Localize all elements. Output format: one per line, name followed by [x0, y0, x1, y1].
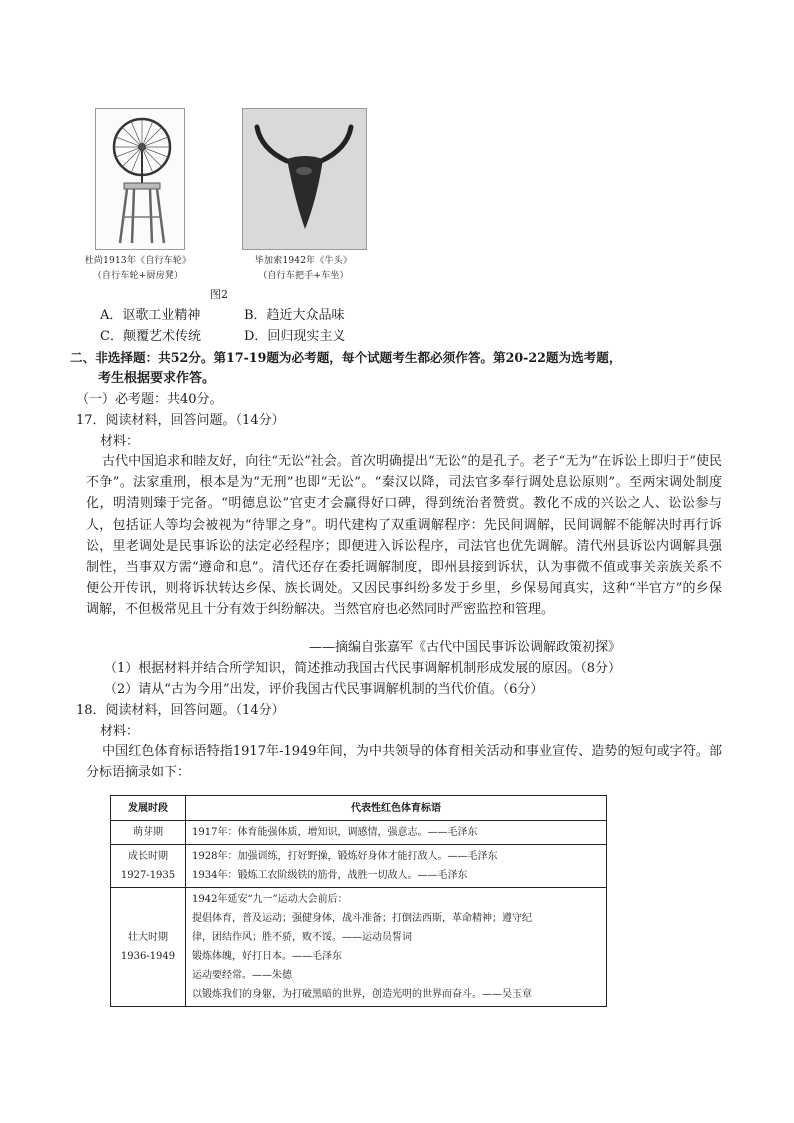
options-row-1 — [100, 305, 345, 326]
options-row-2 — [100, 326, 345, 347]
table-row — [111, 821, 607, 845]
header-period: 发展时段 — [111, 796, 186, 821]
section2-heading-line2: 考生根据要求作答。 — [98, 371, 216, 386]
slogan-line: 以锻炼我们的身躯，为打破黑暗的世界，创造光明的世界而奋斗。——吴玉章 — [192, 989, 532, 1000]
q18-title: 18．阅读材料，回答问题。（14分） — [76, 703, 285, 718]
q17-source: ——摘编自张嘉军《古代中国民事诉讼调解政策初探》 — [309, 640, 622, 655]
slogan-line: 律，团结作风；胜不骄，败不馁。——运动员誓词 — [192, 932, 412, 943]
q17-material-label: 材料： — [100, 434, 140, 449]
right-image-caption — [236, 254, 371, 284]
q17-material-text — [86, 451, 722, 621]
header-slogans: 代表性红色体育标语 — [186, 796, 607, 821]
bull-head-sculpture-icon — [243, 109, 366, 249]
period-years: 1936-1949 — [120, 951, 176, 962]
right-caption-line2: （自行车把手+车坐） — [258, 271, 349, 281]
slogan-line: 1942年延安“九一”运动大会前后： — [192, 894, 348, 905]
q18-material-label: 材料： — [100, 724, 140, 739]
table-row — [111, 845, 607, 888]
required-section-label: （一）必考题：共40分。 — [76, 392, 223, 407]
slogan-line: 1934年：锻炼工农阶级铁的筋骨，战胜一切敌人。——毛泽东 — [192, 870, 468, 881]
slogan-cell — [186, 845, 607, 888]
table-header-row — [111, 796, 607, 821]
bicycle-wheel-artwork-image — [95, 108, 185, 250]
slogan-cell — [186, 888, 607, 1007]
q17-material-body: 古代中国追求和睦友好，向往“无讼”社会。首次明确提出“无讼”的是孔子。老子“无为”在诉讼上即归于“使民不争”。法家重刑，根本是为“无刑”也即“无讼”。“秦汉以降，司法官多奉行调处息讼原则”。至两宋调处制度化，明清则臻于完备。“明德息讼”官吏才会赢得好口碑，得到统治者赞赏。教化不成的兴讼之人、讼讼参与人，包括证人等均会被视为“待罪之身”。明代建构了双重调解程序：先民间调解，民间调解不能解决时再行诉讼，里老调处是民事诉讼的法定必经程序；即便进入诉讼程序，司法官也优先调解。清代州县诉讼内调解具强制性，当事双方需“遵命和息”。清代还存在委托调解制度，即州县接到诉状，认为事微不值或事关亲族关系不便公开传讯，则将诉状转达乡保、族长调处。又因民事纠纷多发于乡里，乡保易闻真实，这种“半官方”的乡保调解，不但极常见且十分有效于纠纷解决。当然官府也必然同时严密监控和管理。 — [86, 454, 722, 618]
q17-sub1: （1）根据材料并结合所学知识，简述推动我国古代民事调解机制形成发展的原因。（8分） — [104, 661, 622, 676]
red-sports-slogans-table — [110, 795, 607, 1007]
q17-title: 17．阅读材料，回答问题。（14分） — [76, 413, 285, 428]
q18-material-text — [86, 741, 722, 783]
period-name: 壮大时期 — [128, 932, 168, 943]
left-caption-line2: （自行车轮+厨房凳） — [92, 271, 184, 281]
q17-sub2: （2）请从“古为今用”出发，评价我国古代民事调解机制的当代价值。（6分） — [104, 682, 544, 697]
option-a[interactable]: A．讴歌工业精神 — [100, 308, 201, 323]
bicycle-wheel-stool-icon — [96, 109, 184, 249]
slogan-line: 1917年：体育能强体质，增知识，调感情，强意志。——毛泽东 — [192, 827, 478, 838]
table-row — [111, 888, 607, 1007]
slogan-line: 运动要经常。——朱德 — [192, 970, 292, 981]
period-name: 成长时期 — [128, 851, 168, 862]
period-years: 1927-1935 — [120, 870, 176, 881]
option-c[interactable]: C．颠覆艺术传统 — [100, 329, 201, 344]
period-cell — [111, 821, 186, 845]
slogan-line: 1928年：加强训练，打好野操，锻炼好身体才能打敌人。——毛泽东 — [192, 851, 498, 862]
section2-heading-line1: 二、非选择题：共52分。第17-19题为必考题，每个试题考生都必须作答。第20-22题为选考题， — [70, 350, 622, 365]
bull-head-artwork-image — [242, 108, 367, 250]
period-cell — [111, 888, 186, 1007]
period-cell — [111, 845, 186, 888]
period-name: 萌芽期 — [133, 827, 163, 838]
left-image-caption — [62, 254, 214, 284]
option-b[interactable]: B．趋近大众品味 — [244, 308, 345, 323]
left-caption-line1: 杜尚1913年《自行车轮》 — [84, 256, 192, 266]
option-d[interactable]: D．回归现实主义 — [244, 329, 346, 344]
slogan-line: 锻炼体魄，好打日本。——毛泽东 — [192, 951, 342, 962]
slogan-line: 提倡体育，普及运动；强健身体，战斗准备；打倒法西斯，革命精神；遵守纪 — [192, 913, 532, 924]
slogan-cell — [186, 821, 607, 845]
q18-material-body: 中国红色体育标语特指1917年-1949年间，为中共领导的体育相关活动和事业宣传、造势的短句或字符。部分标语摘录如下： — [86, 744, 722, 781]
figure-label: 图2 — [210, 288, 228, 301]
right-caption-line1: 毕加索1942年《牛头》 — [254, 256, 353, 266]
